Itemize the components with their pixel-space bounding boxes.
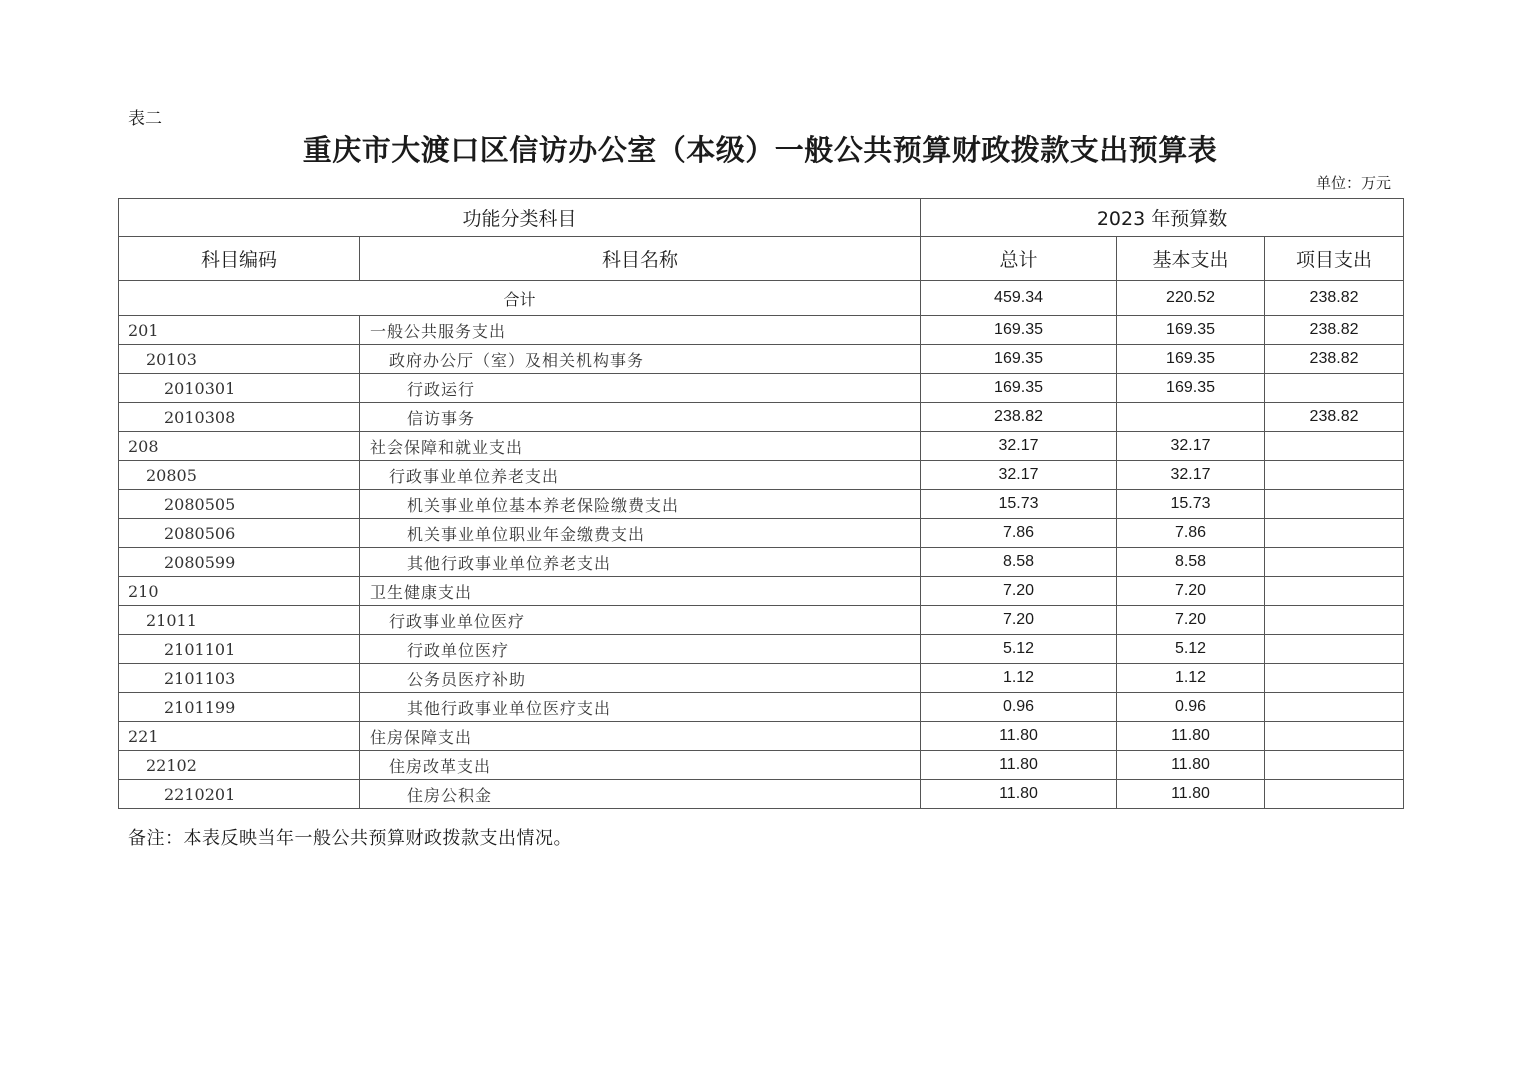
table-row — [119, 577, 1404, 606]
table-row — [119, 345, 1404, 374]
code-cell: 20103 — [119, 345, 360, 374]
project-cell — [1265, 664, 1404, 693]
project-cell — [1265, 374, 1404, 403]
code-cell: 2010308 — [119, 403, 360, 432]
name-cell: 住房改革支出 — [360, 751, 921, 780]
basic-cell: 169.35 — [1117, 345, 1265, 374]
table-row — [119, 606, 1404, 635]
project-cell — [1265, 519, 1404, 548]
name-cell: 行政事业单位医疗 — [360, 606, 921, 635]
total-cell: 169.35 — [921, 345, 1117, 374]
code-cell: 2010301 — [119, 374, 360, 403]
table-row — [119, 432, 1404, 461]
name-cell: 其他行政事业单位养老支出 — [360, 548, 921, 577]
total-total-cell: 459.34 — [921, 281, 1117, 316]
total-cell: 15.73 — [921, 490, 1117, 519]
column-header-row — [119, 237, 1404, 281]
project-cell: 238.82 — [1265, 316, 1404, 345]
basic-cell: 11.80 — [1117, 722, 1265, 751]
code-cell: 210 — [119, 577, 360, 606]
total-cell: 32.17 — [921, 461, 1117, 490]
table-row — [119, 316, 1404, 345]
project-cell — [1265, 780, 1404, 809]
basic-cell: 8.58 — [1117, 548, 1265, 577]
name-cell: 住房公积金 — [360, 780, 921, 809]
code-cell: 22102 — [119, 751, 360, 780]
total-cell: 11.80 — [921, 722, 1117, 751]
table-row — [119, 490, 1404, 519]
basic-cell: 7.20 — [1117, 606, 1265, 635]
basic-cell — [1117, 403, 1265, 432]
total-cell: 11.80 — [921, 780, 1117, 809]
project-cell — [1265, 693, 1404, 722]
basic-column-header: 基本支出 — [1117, 237, 1265, 281]
basic-cell: 7.86 — [1117, 519, 1265, 548]
project-cell — [1265, 461, 1404, 490]
table-row — [119, 664, 1404, 693]
basic-cell: 0.96 — [1117, 693, 1265, 722]
footnote: 备注：本表反映当年一般公共预算财政拨款支出情况。 — [128, 828, 572, 849]
code-cell: 20805 — [119, 461, 360, 490]
basic-cell: 32.17 — [1117, 461, 1265, 490]
table-row — [119, 635, 1404, 664]
total-row — [119, 281, 1404, 316]
unit-label: 单位：万元 — [1315, 174, 1391, 192]
page-title: 重庆市大渡口区信访办公室（本级）一般公共预算财政拨款支出预算表 — [302, 133, 1218, 167]
function-category-header: 功能分类科目 — [119, 199, 921, 237]
project-cell — [1265, 722, 1404, 751]
project-cell — [1265, 606, 1404, 635]
name-cell: 机关事业单位基本养老保险缴费支出 — [360, 490, 921, 519]
table-row — [119, 548, 1404, 577]
total-cell: 1.12 — [921, 664, 1117, 693]
project-cell — [1265, 635, 1404, 664]
budget-year-header: 2023 年预算数 — [921, 199, 1404, 237]
code-cell: 2080505 — [119, 490, 360, 519]
table-row — [119, 461, 1404, 490]
total-cell: 7.86 — [921, 519, 1117, 548]
total-label: 合计 — [119, 281, 921, 316]
table-row — [119, 374, 1404, 403]
budget-table — [118, 198, 1404, 809]
name-cell: 卫生健康支出 — [360, 577, 921, 606]
table-row — [119, 751, 1404, 780]
basic-cell: 169.35 — [1117, 374, 1265, 403]
project-cell — [1265, 577, 1404, 606]
total-cell: 169.35 — [921, 316, 1117, 345]
code-cell: 2080506 — [119, 519, 360, 548]
table-row — [119, 693, 1404, 722]
project-cell: 238.82 — [1265, 403, 1404, 432]
project-cell — [1265, 751, 1404, 780]
code-cell: 2210201 — [119, 780, 360, 809]
table-row — [119, 403, 1404, 432]
basic-cell: 1.12 — [1117, 664, 1265, 693]
table-label: 表二 — [128, 109, 162, 129]
name-cell: 公务员医疗补助 — [360, 664, 921, 693]
basic-cell: 169.35 — [1117, 316, 1265, 345]
name-cell: 行政运行 — [360, 374, 921, 403]
table-row — [119, 780, 1404, 809]
total-cell: 8.58 — [921, 548, 1117, 577]
code-cell: 2080599 — [119, 548, 360, 577]
total-column-header: 总计 — [921, 237, 1117, 281]
name-cell: 行政单位医疗 — [360, 635, 921, 664]
code-cell: 221 — [119, 722, 360, 751]
name-cell: 其他行政事业单位医疗支出 — [360, 693, 921, 722]
total-project-cell: 238.82 — [1265, 281, 1404, 316]
project-column-header: 项目支出 — [1265, 237, 1404, 281]
total-cell: 5.12 — [921, 635, 1117, 664]
group-header-row — [119, 199, 1404, 237]
code-cell: 21011 — [119, 606, 360, 635]
project-cell — [1265, 548, 1404, 577]
total-cell: 11.80 — [921, 751, 1117, 780]
basic-cell: 32.17 — [1117, 432, 1265, 461]
name-cell: 一般公共服务支出 — [360, 316, 921, 345]
code-cell: 2101101 — [119, 635, 360, 664]
total-cell: 169.35 — [921, 374, 1117, 403]
total-basic-cell: 220.52 — [1117, 281, 1265, 316]
total-cell: 0.96 — [921, 693, 1117, 722]
basic-cell: 11.80 — [1117, 780, 1265, 809]
code-column-header: 科目编码 — [119, 237, 360, 281]
code-cell: 2101103 — [119, 664, 360, 693]
project-cell — [1265, 432, 1404, 461]
total-cell: 7.20 — [921, 606, 1117, 635]
code-cell: 208 — [119, 432, 360, 461]
name-cell: 政府办公厅（室）及相关机构事务 — [360, 345, 921, 374]
table-row — [119, 519, 1404, 548]
name-cell: 行政事业单位养老支出 — [360, 461, 921, 490]
project-cell: 238.82 — [1265, 345, 1404, 374]
total-cell: 7.20 — [921, 577, 1117, 606]
total-cell: 32.17 — [921, 432, 1117, 461]
code-cell: 2101199 — [119, 693, 360, 722]
project-cell — [1265, 490, 1404, 519]
code-cell: 201 — [119, 316, 360, 345]
name-cell: 机关事业单位职业年金缴费支出 — [360, 519, 921, 548]
name-cell: 住房保障支出 — [360, 722, 921, 751]
name-column-header: 科目名称 — [360, 237, 921, 281]
table-row — [119, 722, 1404, 751]
basic-cell: 5.12 — [1117, 635, 1265, 664]
name-cell: 社会保障和就业支出 — [360, 432, 921, 461]
basic-cell: 7.20 — [1117, 577, 1265, 606]
name-cell: 信访事务 — [360, 403, 921, 432]
basic-cell: 11.80 — [1117, 751, 1265, 780]
total-cell: 238.82 — [921, 403, 1117, 432]
basic-cell: 15.73 — [1117, 490, 1265, 519]
